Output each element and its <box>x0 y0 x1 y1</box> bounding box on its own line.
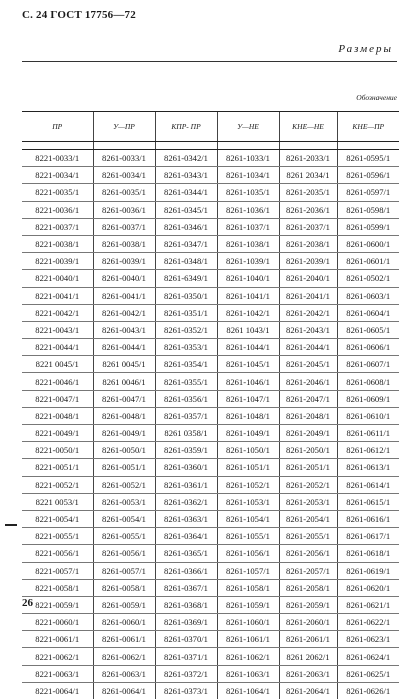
table-cell: 8261-0047/1 <box>93 390 155 407</box>
table-cell: 8261-0605/1 <box>337 321 399 338</box>
table-cell: 8261-2045/1 <box>279 356 337 373</box>
table-cell: 8261-2041/1 <box>279 287 337 304</box>
table-row <box>22 235 399 252</box>
table-row <box>22 631 399 648</box>
table-row <box>22 459 399 476</box>
table-cell: 8261-0603/1 <box>337 287 399 304</box>
table-cell: 8221-0036/1 <box>22 201 93 218</box>
table-cell: 8261-2033/1 <box>279 150 337 167</box>
column-header-pr: ПР <box>22 112 93 142</box>
table-cell: 8261-2055/1 <box>279 528 337 545</box>
table-cell: 8261-1046/1 <box>217 373 279 390</box>
table-cell: 8261-1061/1 <box>217 631 279 648</box>
table-row <box>22 528 399 545</box>
table-cell: 8261-2064/1 <box>279 682 337 699</box>
table-cell: 8261-1063/1 <box>217 665 279 682</box>
table-cell: 8261-1053/1 <box>217 493 279 510</box>
table-cell: 8261-0615/1 <box>337 493 399 510</box>
table-row <box>22 390 399 407</box>
table-row <box>22 373 399 390</box>
table-cell: 8261-0355/1 <box>155 373 217 390</box>
table-cell: 8261-0053/1 <box>93 493 155 510</box>
table-cell: 8221-0042/1 <box>22 304 93 321</box>
table-cell: 8261-0039/1 <box>93 253 155 270</box>
table-cell: 8261-0351/1 <box>155 304 217 321</box>
table-cell: 8261-0037/1 <box>93 218 155 235</box>
table-cell: 8261-0347/1 <box>155 235 217 252</box>
table-cell: 8261-2043/1 <box>279 321 337 338</box>
table-cell: 8261-2057/1 <box>279 562 337 579</box>
table-cell: 8261-0597/1 <box>337 184 399 201</box>
table-cell: 8221-0047/1 <box>22 390 93 407</box>
table-cell: 8221-0056/1 <box>22 545 93 562</box>
table-cell: 8221-0038/1 <box>22 235 93 252</box>
table-cell: 8221-0050/1 <box>22 442 93 459</box>
table-cell: 8261-1036/1 <box>217 201 279 218</box>
table-cell: 8261-0035/1 <box>93 184 155 201</box>
table-cell: 8221-0043/1 <box>22 321 93 338</box>
table-cell: 8261-0357/1 <box>155 407 217 424</box>
table-cell: 8221-0037/1 <box>22 218 93 235</box>
table-cell: 8261-0061/1 <box>93 631 155 648</box>
table-cell: 8261-1041/1 <box>217 287 279 304</box>
page-header: С. 24 ГОСТ 17756—72 <box>22 9 136 21</box>
table-cell: 8261-0058/1 <box>93 579 155 596</box>
table-cell: 8261-0345/1 <box>155 201 217 218</box>
table-cell: 8261-0060/1 <box>93 614 155 631</box>
table-cell: 8221-0055/1 <box>22 528 93 545</box>
table-cell: 8261-0607/1 <box>337 356 399 373</box>
table-cell: 8261-1045/1 <box>217 356 279 373</box>
table-cell: 8221-0057/1 <box>22 562 93 579</box>
table-cell: 8261-0600/1 <box>337 235 399 252</box>
table-cell: 8261-0622/1 <box>337 614 399 631</box>
table-cell: 8261-1042/1 <box>217 304 279 321</box>
table-cell: 8261-2040/1 <box>279 270 337 287</box>
table-cell: 8221-0046/1 <box>22 373 93 390</box>
table-cell: 8261-1039/1 <box>217 253 279 270</box>
table-row <box>22 682 399 699</box>
table-cell: 8261-2058/1 <box>279 579 337 596</box>
table-cell: 8261-2035/1 <box>279 184 337 201</box>
table-cell: 8261-2054/1 <box>279 510 337 527</box>
table-cell: 8261-0626/1 <box>337 682 399 699</box>
table-cell: 8261-0054/1 <box>93 510 155 527</box>
table-cell: 8261-0050/1 <box>93 442 155 459</box>
header-spacer-row <box>22 142 399 150</box>
table-row <box>22 270 399 287</box>
table-row <box>22 665 399 682</box>
table-row <box>22 493 399 510</box>
table-cell: 8261-0062/1 <box>93 648 155 665</box>
table-cell: 8261-0042/1 <box>93 304 155 321</box>
table-cell: 8261-0612/1 <box>337 442 399 459</box>
table-row <box>22 596 399 613</box>
table-cell: 8261-2038/1 <box>279 235 337 252</box>
table-cell: 8221-0035/1 <box>22 184 93 201</box>
table-cell: 8261-0620/1 <box>337 579 399 596</box>
table-cell: 8261-0618/1 <box>337 545 399 562</box>
table-cell: 8261-2039/1 <box>279 253 337 270</box>
table-cell: 8221-0052/1 <box>22 476 93 493</box>
table-cell: 8261 0046/1 <box>93 373 155 390</box>
table-cell: 8261-1051/1 <box>217 459 279 476</box>
table-cell: 8261-1054/1 <box>217 510 279 527</box>
table-cell: 8261-0364/1 <box>155 528 217 545</box>
table-cell: 8261-0601/1 <box>337 253 399 270</box>
table-body <box>22 142 399 699</box>
table-cell: 8261-1037/1 <box>217 218 279 235</box>
table-cell: 8261-2053/1 <box>279 493 337 510</box>
table-cell: 8261-0360/1 <box>155 459 217 476</box>
table-cell: 8261-0366/1 <box>155 562 217 579</box>
table-cell: 8261-2063/1 <box>279 665 337 682</box>
table-cell: 8261-0616/1 <box>337 510 399 527</box>
table-cell: 8261-1049/1 <box>217 425 279 442</box>
table-cell: 8261-6349/1 <box>155 270 217 287</box>
table-cell: 8261-0043/1 <box>93 321 155 338</box>
table-cell: 8221-0060/1 <box>22 614 93 631</box>
table-cell: 8221-0048/1 <box>22 407 93 424</box>
table-cell: 8261-0041/1 <box>93 287 155 304</box>
table-cell: 8261-0621/1 <box>337 596 399 613</box>
table-cell: 8221-0034/1 <box>22 167 93 184</box>
table-cell: 8261-1033/1 <box>217 150 279 167</box>
table-cell: 8261-2046/1 <box>279 373 337 390</box>
table-row <box>22 167 399 184</box>
table-cell: 8221-0041/1 <box>22 287 93 304</box>
table-cell: 8261-0052/1 <box>93 476 155 493</box>
table-cell: 8261 2034/1 <box>279 167 337 184</box>
designation-label: Обозначение <box>356 93 397 102</box>
table-row <box>22 579 399 596</box>
table-cell: 8261-0036/1 <box>93 201 155 218</box>
table-cell: 8261-1056/1 <box>217 545 279 562</box>
table-cell: 8261-2044/1 <box>279 339 337 356</box>
table-cell: 8261-0368/1 <box>155 596 217 613</box>
table-row <box>22 648 399 665</box>
table-cell: 8221-0064/1 <box>22 682 93 699</box>
table-cell: 8261-0608/1 <box>337 373 399 390</box>
table-row <box>22 407 399 424</box>
table-cell: 8261-0363/1 <box>155 510 217 527</box>
table-row <box>22 184 399 201</box>
table-row <box>22 253 399 270</box>
table-cell: 8221-0049/1 <box>22 425 93 442</box>
table-cell: 8221-0058/1 <box>22 579 93 596</box>
table-cell: 8261-0353/1 <box>155 339 217 356</box>
table-cell: 8261-1060/1 <box>217 614 279 631</box>
table-cell: 8261-0034/1 <box>93 167 155 184</box>
table-row <box>22 425 399 442</box>
table-cell: 8261-2051/1 <box>279 459 337 476</box>
table-cell: 8261-0348/1 <box>155 253 217 270</box>
table-cell: 8261-1044/1 <box>217 339 279 356</box>
table-cell: 8261-2056/1 <box>279 545 337 562</box>
table-cell: 8261-0352/1 <box>155 321 217 338</box>
table-cell: 8261-0055/1 <box>93 528 155 545</box>
table-cell: 8261-0365/1 <box>155 545 217 562</box>
table-cell: 8261-2061/1 <box>279 631 337 648</box>
table-cell: 8261-1035/1 <box>217 184 279 201</box>
table-cell: 8261-0599/1 <box>337 218 399 235</box>
table-row <box>22 304 399 321</box>
table-cell: 8261-0614/1 <box>337 476 399 493</box>
table-row <box>22 545 399 562</box>
table-cell: 8261-0356/1 <box>155 390 217 407</box>
table-cell: 8261-0056/1 <box>93 545 155 562</box>
table-cell: 8261-0049/1 <box>93 425 155 442</box>
table-cell: 8221 0053/1 <box>22 493 93 510</box>
table-cell: 8261-0343/1 <box>155 167 217 184</box>
table-cell: 8261 0358/1 <box>155 425 217 442</box>
table-cell: 8221-0040/1 <box>22 270 93 287</box>
table-cell: 8261-0617/1 <box>337 528 399 545</box>
table-cell: 8261-1050/1 <box>217 442 279 459</box>
table-row <box>22 442 399 459</box>
table-cell: 8261-2047/1 <box>279 390 337 407</box>
table-cell: 8261-2048/1 <box>279 407 337 424</box>
table-cell: 8261-0344/1 <box>155 184 217 201</box>
table-cell: 8261-1057/1 <box>217 562 279 579</box>
table-cell: 8221-0051/1 <box>22 459 93 476</box>
table-cell: 8261-0350/1 <box>155 287 217 304</box>
table-row <box>22 287 399 304</box>
table-cell: 8261-0369/1 <box>155 614 217 631</box>
table-row <box>22 562 399 579</box>
table-cell: 8261-0354/1 <box>155 356 217 373</box>
table-cell: 8261-2059/1 <box>279 596 337 613</box>
column-header-kne-pr: КНЕ—ПР <box>337 112 399 142</box>
table-cell: 8261-1034/1 <box>217 167 279 184</box>
section-title: Размеры <box>338 43 393 55</box>
table-cell: 8261-0625/1 <box>337 665 399 682</box>
table-row <box>22 614 399 631</box>
table-cell: 8261-0038/1 <box>93 235 155 252</box>
table-cell: 8261-1058/1 <box>217 579 279 596</box>
table-row <box>22 476 399 493</box>
table-cell: 8261-0051/1 <box>93 459 155 476</box>
table-cell: 8261-0604/1 <box>337 304 399 321</box>
column-header-kne-ne: КНЕ—НЕ <box>279 112 337 142</box>
header-rule <box>22 61 397 62</box>
table-header-row <box>22 112 399 142</box>
table-cell: 8261-2037/1 <box>279 218 337 235</box>
table-cell: 8261-1048/1 <box>217 407 279 424</box>
table-cell: 8261-0623/1 <box>337 631 399 648</box>
table-cell: 8221-0033/1 <box>22 150 93 167</box>
table-cell: 8261-1059/1 <box>217 596 279 613</box>
column-header-u-pr: У—ПР <box>93 112 155 142</box>
page-number: 26 <box>22 597 33 609</box>
table-cell: 8261-0346/1 <box>155 218 217 235</box>
table-cell: 8261-1038/1 <box>217 235 279 252</box>
table-cell: 8261-1052/1 <box>217 476 279 493</box>
table-cell: 8261-0596/1 <box>337 167 399 184</box>
table-cell: 8261-0610/1 <box>337 407 399 424</box>
table-cell: 8221-0061/1 <box>22 631 93 648</box>
table-cell: 8221-0062/1 <box>22 648 93 665</box>
table-cell: 8261-1055/1 <box>217 528 279 545</box>
column-header-kpr-pr: КПР- ПР <box>155 112 217 142</box>
column-header-u-ne: У—НЕ <box>217 112 279 142</box>
table-cell: 8261-0609/1 <box>337 390 399 407</box>
table-cell: 8221-0059/1 <box>22 596 93 613</box>
table-cell: 8261-0370/1 <box>155 631 217 648</box>
table-cell: 8261 0045/1 <box>93 356 155 373</box>
table-cell: 8261-0359/1 <box>155 442 217 459</box>
table-cell: 8261-0373/1 <box>155 682 217 699</box>
table-cell: 8261-2036/1 <box>279 201 337 218</box>
table-cell: 8261-0502/1 <box>337 270 399 287</box>
table-row <box>22 339 399 356</box>
table-cell: 8221-0054/1 <box>22 510 93 527</box>
gauge-designation-table <box>22 111 399 699</box>
table-cell: 8261-0606/1 <box>337 339 399 356</box>
table-cell: 8261-0040/1 <box>93 270 155 287</box>
table-cell: 8261-0342/1 <box>155 150 217 167</box>
table-cell: 8261-0064/1 <box>93 682 155 699</box>
table-cell: 8261-0044/1 <box>93 339 155 356</box>
table-row <box>22 218 399 235</box>
table-cell: 8261-1062/1 <box>217 648 279 665</box>
table-cell: 8221-0044/1 <box>22 339 93 356</box>
table-cell: 8221-0039/1 <box>22 253 93 270</box>
table-row <box>22 321 399 338</box>
table-cell: 8261 2062/1 <box>279 648 337 665</box>
table-row <box>22 510 399 527</box>
table-cell: 8261-0362/1 <box>155 493 217 510</box>
table-cell: 8261-0598/1 <box>337 201 399 218</box>
table-cell: 8261-0033/1 <box>93 150 155 167</box>
table-cell: 8261-0059/1 <box>93 596 155 613</box>
table-cell: 8261 1043/1 <box>217 321 279 338</box>
table-row <box>22 201 399 218</box>
table-cell: 8261-0048/1 <box>93 407 155 424</box>
table-cell: 8261-2052/1 <box>279 476 337 493</box>
margin-mark <box>5 524 17 526</box>
table-cell: 8261-2050/1 <box>279 442 337 459</box>
table-row <box>22 150 399 167</box>
table-cell: 8261-0057/1 <box>93 562 155 579</box>
table-cell: 8261-0611/1 <box>337 425 399 442</box>
table-cell: 8261-0372/1 <box>155 665 217 682</box>
table-cell: 8261-1040/1 <box>217 270 279 287</box>
table-row <box>22 356 399 373</box>
table-cell: 8261-0595/1 <box>337 150 399 167</box>
table-cell: 8261-2049/1 <box>279 425 337 442</box>
table-cell: 8221-0063/1 <box>22 665 93 682</box>
table-cell: 8261-0367/1 <box>155 579 217 596</box>
table-cell: 8261-0624/1 <box>337 648 399 665</box>
table-cell: 8261-0361/1 <box>155 476 217 493</box>
table-cell: 8261-2060/1 <box>279 614 337 631</box>
table-cell: 8261-0063/1 <box>93 665 155 682</box>
table-cell: 8261-2042/1 <box>279 304 337 321</box>
table-cell: 8261-0619/1 <box>337 562 399 579</box>
table-cell: 8221 0045/1 <box>22 356 93 373</box>
table-cell: 8261-0613/1 <box>337 459 399 476</box>
table-cell: 8261-0371/1 <box>155 648 217 665</box>
table-cell: 8261-1064/1 <box>217 682 279 699</box>
table-cell: 8261-1047/1 <box>217 390 279 407</box>
